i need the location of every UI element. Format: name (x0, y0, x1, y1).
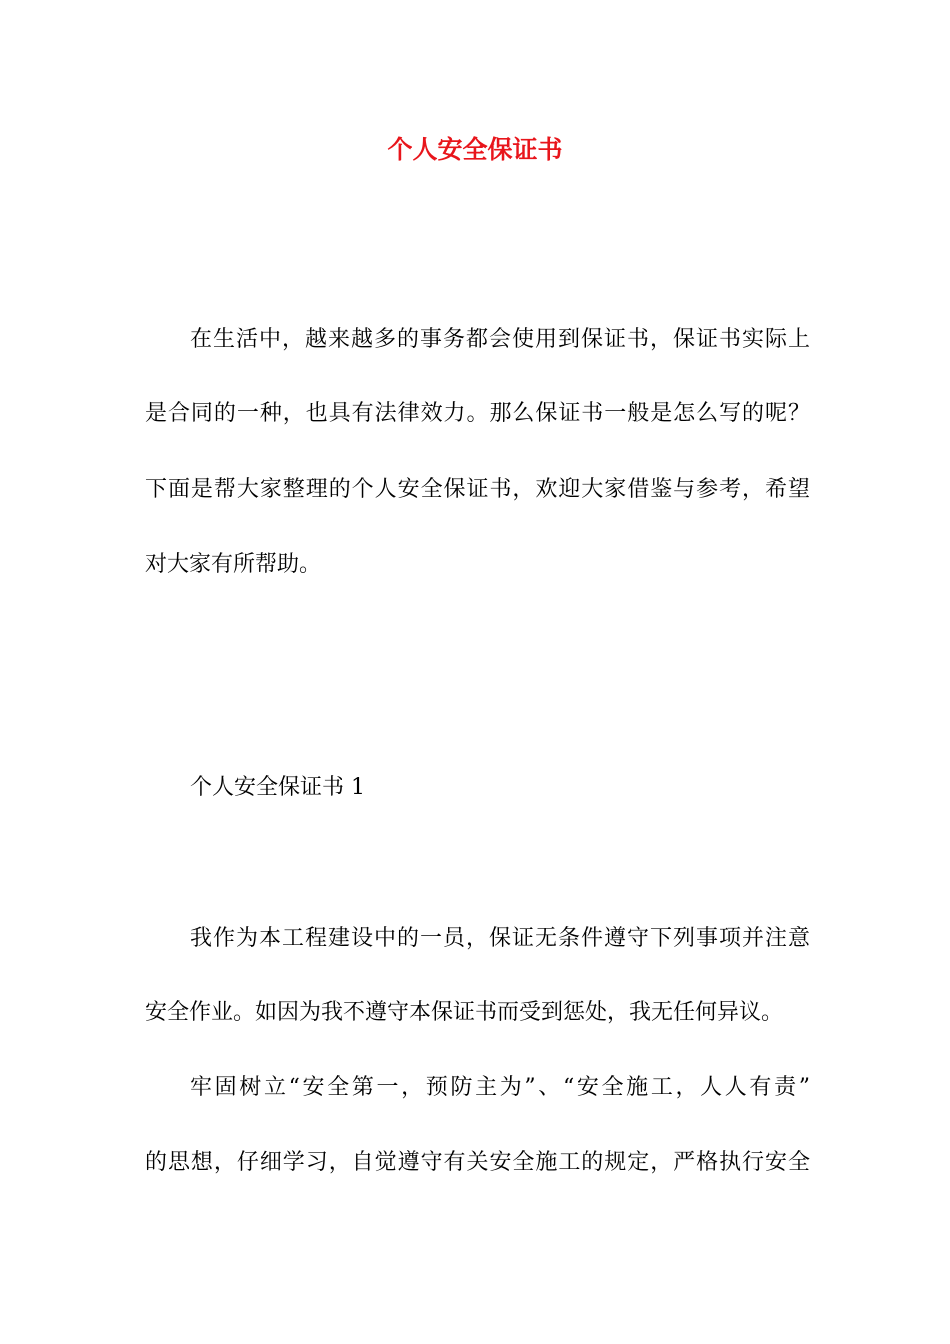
intro-line: 是合同的一种，也具有法律效力。那么保证书一般是怎么写的呢？ (145, 401, 810, 426)
section-heading: 个人安全保证书 1 (190, 775, 365, 800)
intro-line: 下面是帮大家整理的个人安全保证书，欢迎大家借鉴与参考，希望 (145, 477, 810, 502)
body-line: 牢固树立“安全第一，预防主为”、“安全施工，人人有责” (190, 1075, 810, 1100)
body-line: 安全作业。如因为我不遵守本保证书而受到惩处，我无任何异议。 (145, 1000, 784, 1025)
document-title: 个人安全保证书 (387, 135, 563, 164)
body-line: 的思想，仔细学习，自觉遵守有关安全施工的规定，严格执行安全 (145, 1150, 810, 1175)
intro-line: 对大家有所帮助。 (145, 552, 322, 577)
body-line: 我作为本工程建设中的一员，保证无条件遵守下列事项并注意 (190, 926, 810, 951)
intro-line: 在生活中，越来越多的事务都会使用到保证书，保证书实际上 (190, 327, 810, 352)
